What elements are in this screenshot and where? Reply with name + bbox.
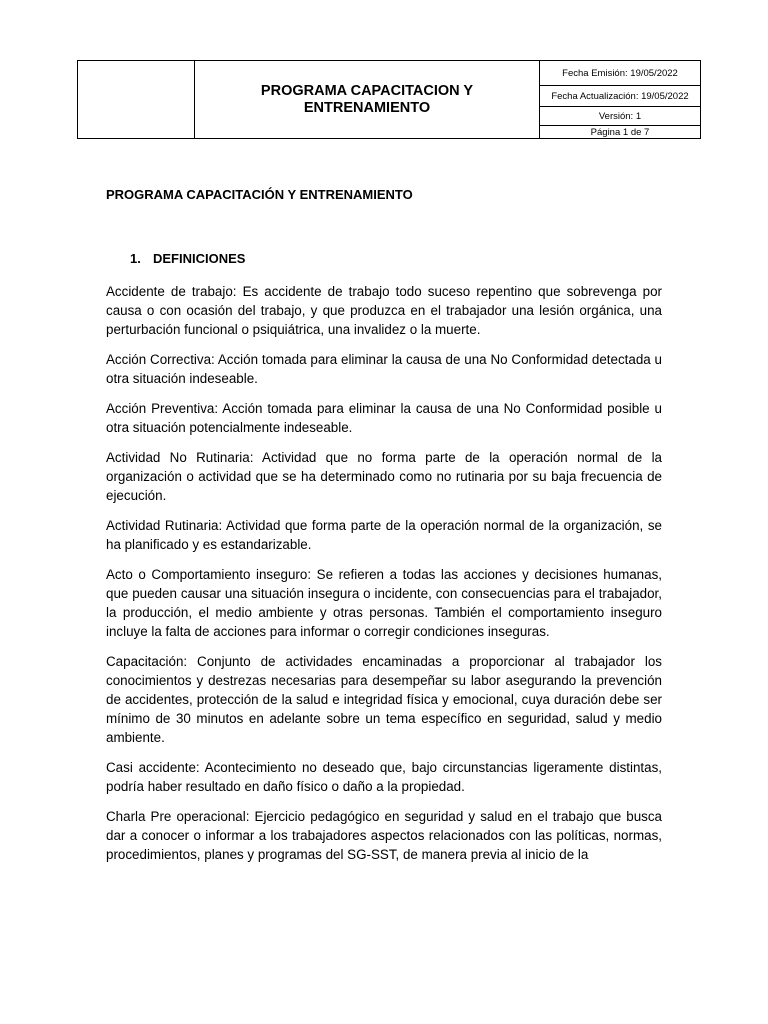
header-title-line2: ENTRENAMIENTO: [303, 99, 431, 116]
paragraph-actividad-rutinaria: Actividad Rutinaria: Actividad que forma parte de la operación normal de la organización, se ha planificado y es estandarizable.: [106, 518, 662, 552]
paragraph-accion-preventiva: Acción Preventiva: Acción tomada para eliminar la causa de una No Conformidad posible u otra situación potencialmente indeseable.: [106, 401, 662, 435]
section-heading: [130, 251, 245, 266]
fecha-emision: Fecha Emisión: 19/05/2022: [540, 61, 701, 86]
header-title: [195, 61, 540, 139]
section-title: DEFINICIONES: [153, 251, 246, 266]
paragraph-accidente-de-trabajo: Accidente de trabajo: Es accidente de trabajo todo suceso repentino que sobrevenga por causa o con ocasión del trabajo, y que produzca en el trabajador una lesión orgánica, una perturbación funcional o psiquiátrica, una invalidez o la muerte.: [106, 284, 662, 337]
paragraph-acto-inseguro: Acto o Comportamiento inseguro: Se refieren a todas las acciones y decisiones humanas, que pueden causar una situación insegura o incidente, con consecuencias para el trabajador, la producción, el medio ambiente y otras personas. También el comportamiento inseguro incluye la falta de acciones para informar o corregir condiciones inseguras.: [106, 567, 662, 639]
document-header-table: [77, 60, 701, 139]
paragraph-casi-accidente: Casi accidente: Acontecimiento no deseado que, bajo circunstancias ligeramente distintas, podría haber resultado en daño físico o daño a la propiedad.: [106, 760, 662, 794]
version: Versión: 1: [540, 107, 701, 126]
definitions-body: [106, 282, 662, 875]
header-title-line1: PROGRAMA CAPACITACION Y: [260, 82, 474, 99]
logo-cell: [78, 61, 195, 139]
paragraph-accion-correctiva: Acción Correctiva: Acción tomada para eliminar la causa de una No Conformidad detectada u otra situación indeseable.: [106, 352, 662, 386]
document-title: PROGRAMA CAPACITACIÓN Y ENTRENAMIENTO: [106, 187, 413, 202]
page-number: Página 1 de 7: [540, 126, 701, 139]
paragraph-actividad-no-rutinaria: Actividad No Rutinaria: Actividad que no forma parte de la operación normal de la organización o actividad que se ha determinado como no rutinaria por su baja frecuencia de ejecución.: [106, 450, 662, 503]
fecha-actualizacion: Fecha Actualización: 19/05/2022: [540, 86, 701, 107]
paragraph-charla-pre-operacional: Charla Pre operacional: Ejercicio pedagógico en seguridad y salud en el trabajo que busca dar a conocer o informar a los trabajadores aspectos relacionados con las políticas, normas, procedimientos, planes y programas del SG-SST, de manera previa al inicio de la: [106, 809, 662, 862]
section-number: 1.: [130, 251, 141, 266]
paragraph-capacitacion: Capacitación: Conjunto de actividades encaminadas a proporcionar al trabajador los conocimientos y destrezas necesarias para desempeñar su labor asegurando la prevención de accidentes, protección de la salud e integridad física y emocional, cuya duración debe ser mínimo de 30 minutos en adelante sobre un tema específico en seguridad, salud y medio ambiente.: [106, 654, 662, 745]
